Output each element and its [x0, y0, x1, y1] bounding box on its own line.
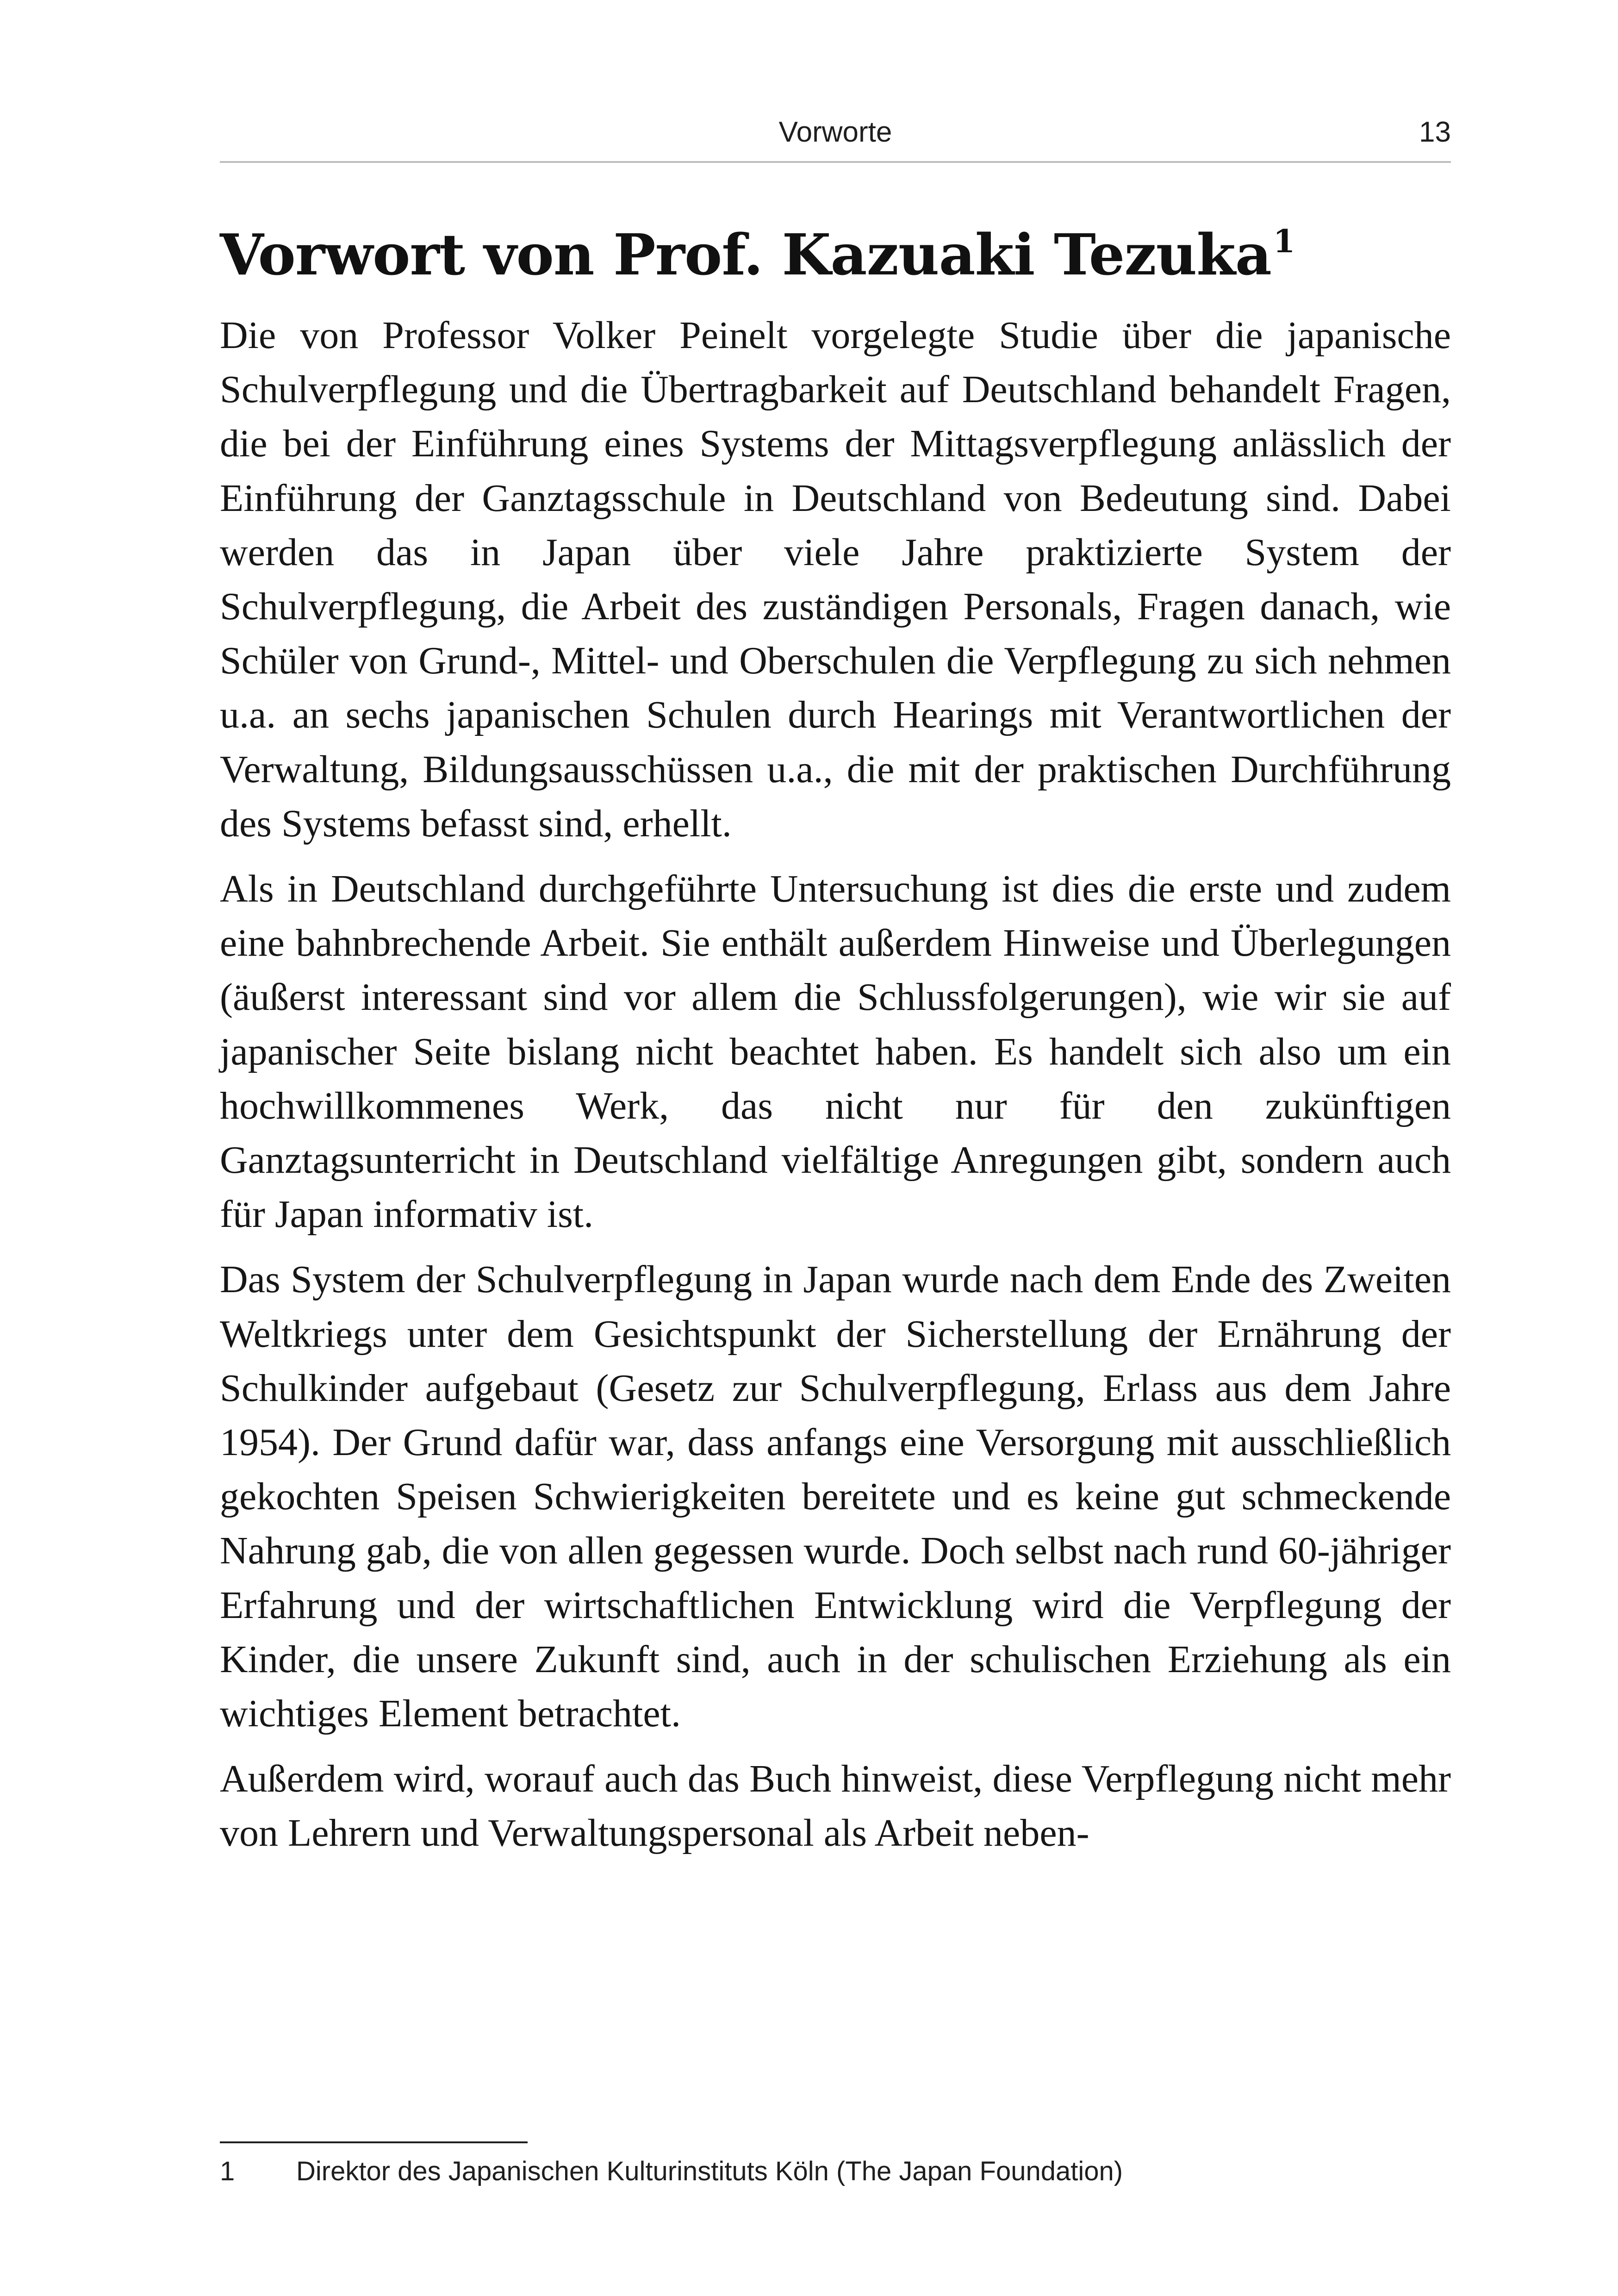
paragraph-3: Das System der Schulverpflegung in Japan wurde nach dem Ende des Zweiten Weltkriegs unter dem Gesichtspunkt der Sicherstellung der Ernährung der Schulkinder aufgebaut (Gesetz zur Schulverpflegung, Erlass aus dem Jahre 1954). Der Grund dafür war, dass anfangs eine Versorgung mit ausschließlich gekochten Speisen Schwierigkeiten bereitete und es keine gut schmeckende Nahrung gab, die von allen gegessen wurde. Doch selbst nach rund 60-jähriger Erfahrung und der wirtschaftlichen Entwicklung wird die Verpflegung der Kinder, die unsere Zukunft sind, auch in der schulischen Erziehung als ein wichtiges Element betrachtet.: [220, 1258, 1451, 1736]
page-number: 13: [1419, 116, 1451, 148]
footnote-number: 1: [220, 2156, 235, 2186]
book-page: [220, 0, 1451, 2296]
chapter-title: [220, 218, 1294, 292]
header-rule: [220, 161, 1451, 163]
paragraph-4: Außerdem wird, worauf auch das Buch hinweist, diese Verpflegung nicht mehr von Lehrern und Verwaltungspersonal als Arbeit neben-: [220, 1757, 1451, 1855]
running-header: [220, 114, 1451, 162]
paragraph-2: Als in Deutschland durchgeführte Untersuchung ist dies die erste und zudem eine bahnbrechende Arbeit. Sie enthält außerdem Hinweise und Überlegungen (äußerst interessant sind vor allem die Schlussfolgerungen), wie wir sie auf japanischer Seite bislang nicht beachtet haben. Es handelt sich also um ein hochwillkommenes Werk, das nicht nur für den zukünftigen Ganztagsunterricht in Deutschland vielfältige Anregungen gibt, sondern auch für Japan informativ ist.: [220, 867, 1451, 1236]
paragraph-1: Die von Professor Volker Peinelt vorgelegte Studie über die japanische Schulverpflegung und die Übertragbarkeit auf Deutschland behandelt Fragen, die bei der Einführung eines Systems der Mittagsverpflegung anlässlich der Einführung der Ganztagsschule in Deutschland von Bedeutung sind. Dabei werden das in Japan über viele Jahre praktizierte System der Schulverpflegung, die Arbeit des zuständigen Personals, Fragen danach, wie Schüler von Grund-, Mittel- und Oberschulen die Verpflegung zu sich nehmen u.a. an sechs japanischen Schulen durch Hearings mit Verantwortlichen der Verwaltung, Bildungsausschüssen u.a., die mit der praktischen Durchführung des Systems befasst sind, erhellt.: [220, 314, 1451, 845]
footnote-text: Direktor des Japanischen Kulturinstituts Köln (The Japan Foundation): [296, 2156, 1123, 2186]
body-text: [220, 308, 1451, 1872]
footnote-reference: 1: [1273, 223, 1295, 260]
running-title: Vorworte: [778, 116, 892, 148]
chapter-title-text: Vorwort von Prof. Kazuaki Tezuka: [220, 221, 1271, 288]
footnote-rule: [220, 2141, 528, 2143]
